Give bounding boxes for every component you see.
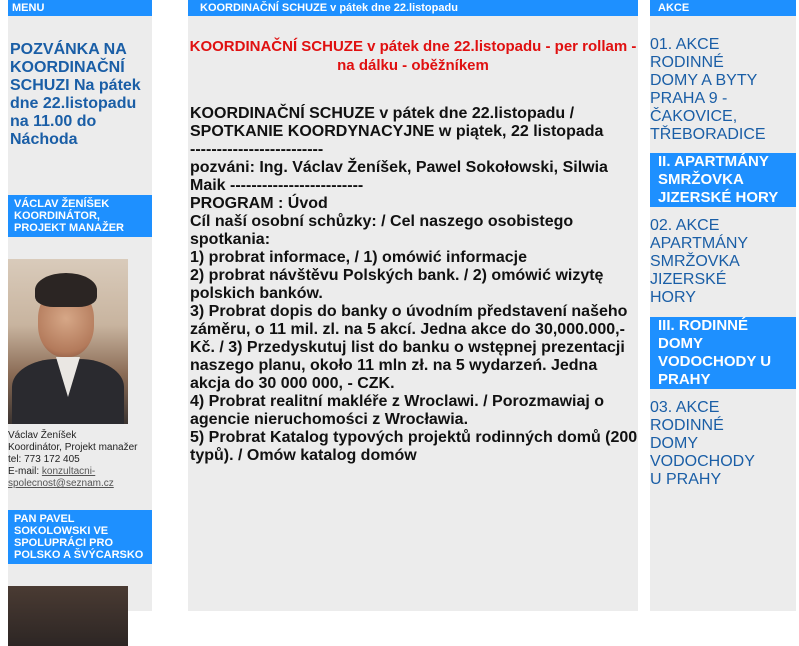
article-body [188, 75, 638, 465]
left-sidebar [8, 0, 152, 611]
promo-link[interactable]: POZVÁNKA NA KOORDINAČNÍ SCHUZI Na pátek dne 22.listopadu na 11.00 do Náchoda [10, 41, 141, 148]
body-line: KOORDINAČNÍ SCHUZE v pátek dne 22.listopadu / SPOTKANIE KOORDYNACYJNE w piątek, 22 listopada [190, 105, 604, 140]
article-title: KOORDINAČNÍ SCHUZE v pátek dne 22.listopadu - per rollam - na dálku - oběžníkem [189, 38, 637, 74]
person-role: Koordinátor, Projekt manažer [8, 442, 138, 453]
body-line: Cíl naší osobní schůzky: / Cel naszego osobistego spotkania: [190, 213, 574, 248]
body-line: 1) probrat informace, / 1) omówić informacje [190, 249, 527, 266]
right-sidebar [650, 0, 796, 611]
akce-link[interactable]: 03. AKCE RODINNÉ DOMY VODOCHODY U PRAHY [650, 399, 755, 488]
article-header: KOORDINAČNÍ SCHUZE v pátek dne 22.listopadu [188, 0, 638, 16]
body-line: 2) probrat návštěvu Polských bank. / 2) omówić wizytę polskich banków. [190, 267, 604, 302]
body-line: pozváni: Ing. Václav Ženíšek, Pawel Sokołowski, Silwia Maik ------------------------- [190, 159, 608, 194]
person-email-line [8, 466, 152, 490]
section-header: III. RODINNÉ DOMY VODOCHODY U PRAHY [650, 317, 796, 389]
email-label: E-mail: [8, 466, 42, 477]
body-line: 3) Probrat dopis do banky o úvodním představení našeho záměru, o 11 mil. zl. na 5 akcí. Jedna akce do 30,000.000,- Kč. / 3) Przedyskutuj list do banku o wstępnej prezentacji naszego planu, około 11 mln zł. na 5 wydarzeń. Jedna akcja do 30 000 000, - CZK. [190, 303, 628, 392]
body-line: 5) Probrat Katalog typových projektů rodinných domů (200 typů). / Omów katalog domów [190, 429, 638, 464]
main-content [188, 0, 638, 611]
akce-link[interactable]: 01. AKCE RODINNÉ DOMY A BYTY PRAHA 9 - ČAKOVICE, TŘEBORADICE [650, 36, 766, 143]
menu-header: MENU [8, 0, 152, 16]
akce-header: AKCE [650, 0, 796, 16]
section-header: II. APARTMÁNY SMRŽOVKA JIZERSKÉ HORY [650, 153, 796, 207]
body-line: PROGRAM : Úvod [190, 195, 328, 212]
person-photo [8, 259, 128, 424]
person-caption [8, 424, 152, 490]
partner-photo [8, 586, 128, 646]
person-name: Václav Ženíšek [8, 430, 77, 441]
person-phone: tel: 773 172 405 [8, 454, 80, 465]
person-header: VÁCLAV ŽENÍŠEK KOORDINÁTOR, PROJEKT MANAŽER [8, 195, 152, 237]
email-link[interactable]: konzultacni-spolecnost@seznam.cz [8, 466, 114, 489]
akce-link[interactable]: 02. AKCE APARTMÁNY SMRŽOVKA JIZERSKÉ HORY [650, 217, 748, 306]
partner-header: PAN PAVEL SOKOLOWSKI VE SPOLUPRÁCI PRO POLSKO A ŠVÝCARSKO [8, 510, 152, 564]
body-line: 4) Probrat realitní makléře z Wroclawi. / Porozmawiaj o agencie nieruchomości z Wrocławia. [190, 393, 605, 428]
body-line: ------------------------- [190, 141, 324, 158]
